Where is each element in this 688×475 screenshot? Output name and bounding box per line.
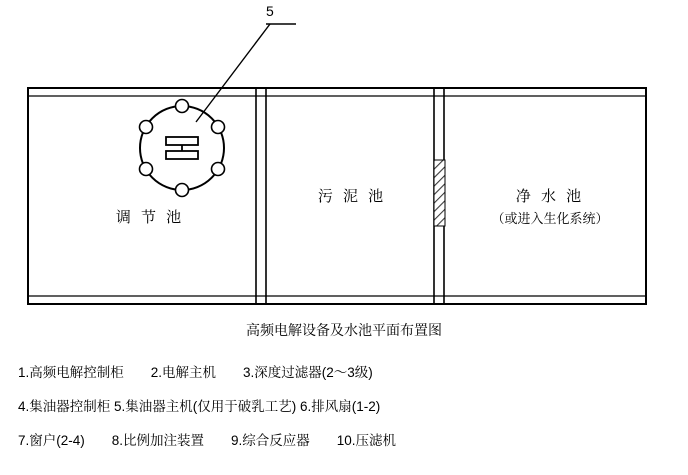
oil-collector-node-upper-right (212, 121, 225, 134)
oil-collector-node-upper-left (140, 121, 153, 134)
pool-label-jingshui: 净 水 池 (515, 188, 585, 205)
oil-collector-node-lower-left (140, 163, 153, 176)
pool-sublabel-jingshui: （或进入生化系统） (491, 211, 609, 226)
oil-collector-node-top (176, 100, 189, 113)
filter-hatch-block (434, 160, 445, 226)
legend-line-2: 4.集油器控制柜 5.集油器主机(仅用于破乳工艺) 6.排风扇(1-2) (18, 399, 381, 414)
legend-line-1: 1.高频电解控制柜 2.电解主机 3.深度过滤器(2～3级) (18, 365, 373, 380)
oil-collector-inner-bar-bottom (166, 151, 198, 159)
oil-collector-node-bottom (176, 184, 189, 197)
legend-line-3: 7.窗户(2-4) 8.比例加注装置 9.综合反应器 10.压滤机 (18, 433, 397, 448)
diagram-caption: 高频电解设备及水池平面布置图 (246, 322, 442, 338)
oil-collector-inner-bar-top (166, 137, 198, 145)
pool-label-wuni: 污 泥 池 (317, 188, 387, 205)
oil-collector-node-lower-right (212, 163, 225, 176)
pool-label-tiaojie: 调 节 池 (115, 209, 185, 226)
callout-number-5: 5 (266, 3, 274, 19)
